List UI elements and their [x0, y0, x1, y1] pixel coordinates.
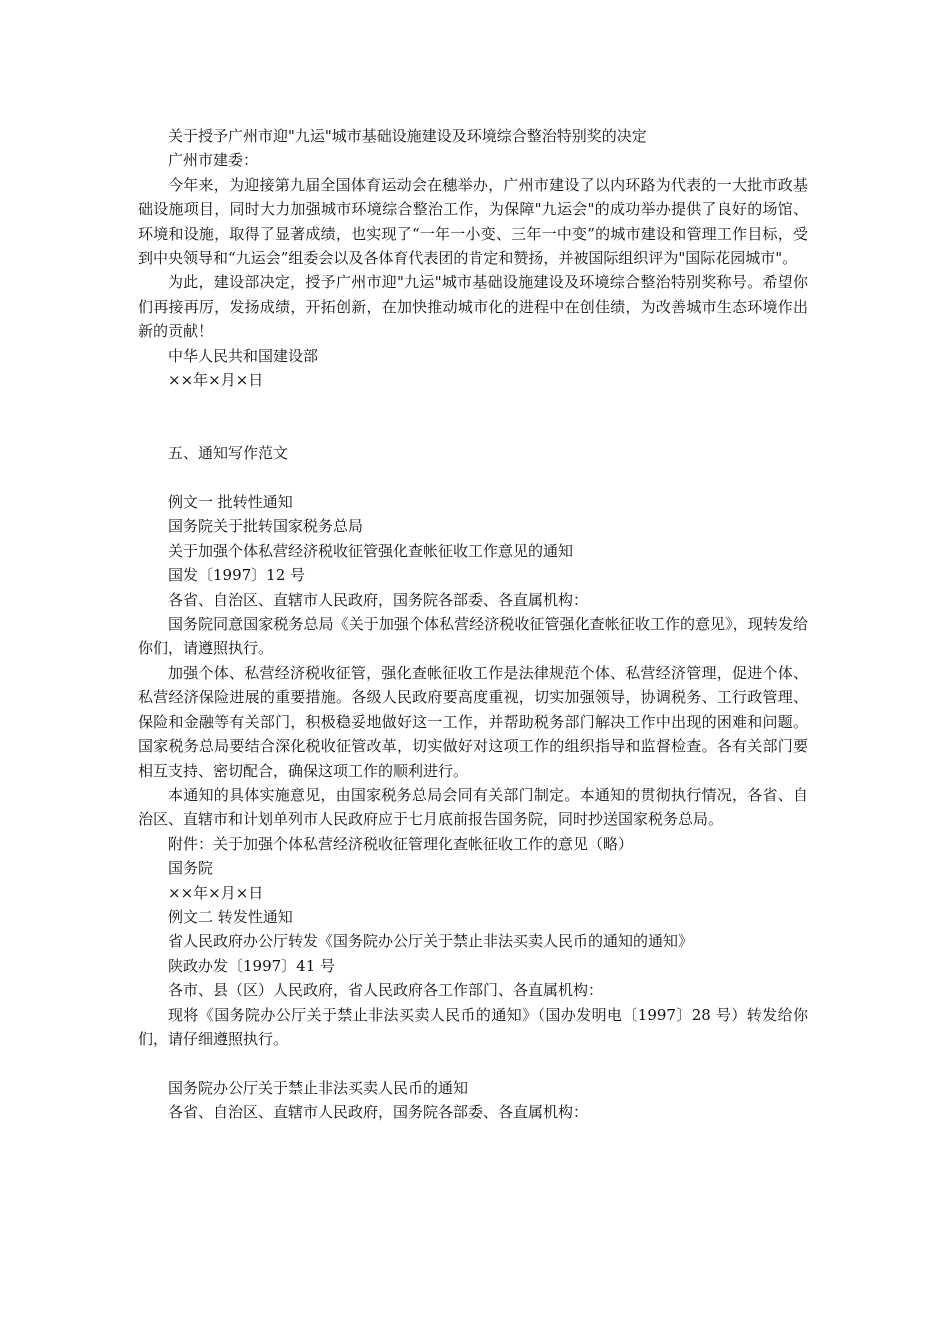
decision-paragraph-1: 今年来，为迎接第九届全国体育运动会在穗举办，广州市建设了以内环路为代表的一大批市政基础设施项目，同时大力加强城市环境综合整治工作，为保障"九运会"的成功举办提供了良好的场馆、环境和设施，取得了显著成绩，也实现了“一年一小变、三年一中变”的城市建设和管理工作目标，受到中央领导和“九运会”组委会以及各体育代表团的肯定和赞扬，并被国际组织评为"国际花园城市"。: [138, 175, 808, 268]
spacer: [138, 417, 808, 441]
decision-title: 关于授予广州市迎"九运"城市基础设施建设及环境综合整治特别奖的决定: [168, 127, 647, 145]
example1-paragraph-1: 国务院同意国家税务总局《关于加强个体私营经济税收征管强化查帐征收工作的意见》，现转发给你们，请遵照执行。: [138, 615, 808, 658]
example2-paragraph-1: 现将《国务院办公厅关于禁止非法买卖人民币的通知》（国办发明电〔1997〕28 号）转发给你们，请仔细遵照执行。: [138, 1005, 808, 1048]
example1-date: ××年×月×日: [168, 883, 264, 902]
example2-title: 省人民政府办公厅转发《国务院办公厅关于禁止非法买卖人民币的通知的通知》: [168, 932, 694, 951]
example2-label: 例文二 转发性通知: [168, 907, 293, 926]
example2-addressee: 各市、县（区）人民政府，省人民政府各工作部门、各直属机构：: [168, 981, 604, 1000]
example1-label: 例文一 批转性通知: [168, 493, 293, 512]
example1-attachment: 附件：关于加强个体私营经济税收征管理化查帐征收工作的意见（略）: [168, 834, 634, 853]
example1-title-line-1: 国务院关于批转国家税务总局: [168, 517, 364, 536]
example1-addressee: 各省、自治区、直辖市人民政府，国务院各部委、各直属机构：: [168, 590, 589, 609]
example1-paragraph-3: 本通知的具体实施意见，由国家税务总局会同有关部门制定。本通知的贯彻执行情况，各省、自治区、直辖市和计划单列市人民政府应于七月底前报告国务院，同时抄送国家税务总局。: [138, 785, 808, 829]
example2-sub-title: 国务院办公厅关于禁止非法买卖人民币的通知: [168, 1078, 469, 1097]
example1-paragraph-2: 加强个体、私营经济税收征管，强化查帐征收工作是法律规范个体、私营经济管理，促进个体、私营经济保险进展的重要措施。各级人民政府要高度重视，切实加强领导，协调税务、工行政管理、保险和金融等有关部门，积极稳妥地做好这一工作，并帮助税务部门解决工作中出现的困难和问题。国家税务总局要结合深化税收征管改革，切实做好对这项工作的组织指导和监督检查。各有关部门要相互支持、密切配合，确保这项工作的顺利进行。: [138, 663, 808, 780]
example1-signer: 国务院: [168, 859, 214, 878]
decision-signer: 中华人民共和国建设部: [168, 346, 319, 365]
decision-addressee: 广州市建委：: [168, 151, 259, 170]
section-heading: 五、通知写作范文: [168, 444, 289, 463]
spacer: [138, 466, 808, 490]
example2-doc-number: 陕政办发〔1997〕41 号: [168, 956, 336, 975]
decision-paragraph-2: 为此，建设部决定，授予广州市迎"九运"城市基础设施建设及环境综合整治特别奖称号。希望你们再接再厉，发扬成绩，开拓创新，在加快推动城市化的进程中在创佳绩，为改善城市生态环境作出新的贡献！: [138, 273, 808, 341]
example2-sub-addressee: 各省、自治区、直辖市人民政府，国务院各部委、各直属机构：: [168, 1103, 589, 1122]
example1-title-line-2: 关于加强个体私营经济税收征管强化查帐征收工作意见的通知: [168, 541, 574, 560]
example1-doc-number: 国发〔1997〕12 号: [168, 566, 306, 585]
spacer: [138, 1051, 808, 1075]
spacer: [138, 392, 808, 416]
decision-date: ××年×月×日: [168, 371, 264, 390]
document-body: [138, 124, 808, 1125]
